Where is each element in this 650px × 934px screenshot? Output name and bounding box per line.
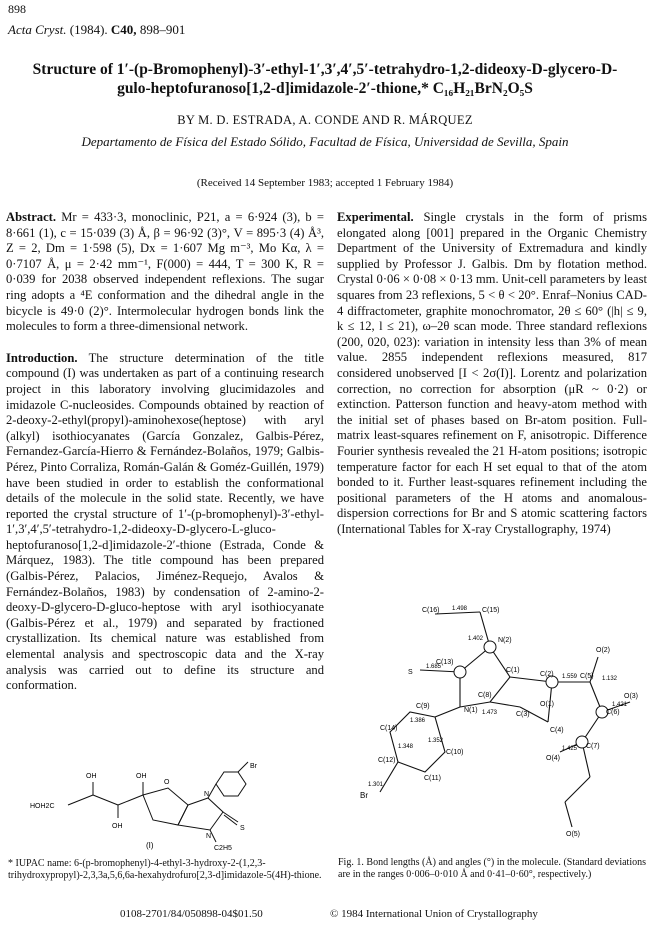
- atom-c3: C(3): [516, 711, 530, 718]
- experimental-text: Single crystals in the form of prisms elongated along [001] prepared in the Organic Chemistry Department of the University of Extremadura and kindly supplied by Professor J. Galbis. Dm by flotation method. Crystal 0·06 × 0·08 × 0·13 mm. Unit-cell parameters by least squares from 23 reflexions, 5 < θ < 20°. Enraf–Nonius CAD-4 diffractometer, graphite monochromator, 2θ ≤ 60° (|h| ≤ 9, k ≤ 12, l ≤ 21), ω–2θ scan mode. Three standard reflexions (200, 020, 023): variation in intensity less than 3% of mean value. 2855 independent reflexions measured, 817 considered unobserved [I < 2σ(I)]. Lorentz and polarization correction, no correction for absorption (μR ~ 0·2) or extinction. Patterson function and heavy-atom method with the initial set of phases based on Br-atom position. Full-matrix least-squares refinement on F, anisotropic. Difference Fourier synthesis revealed the 21 H-atom positions; isotropic temperature factor for each H set equal to that of the atom bonded to it. Further least-squares refinement including the positional parameters of the H atoms and anomalous-dispersion corrections for Br and S atomic scattering factors (International Tables for X-ray Crystallography, 1974): [337, 210, 647, 536]
- figure-caption: Fig. 1. Bond lengths (Å) and angles (°) in the molecule. (Standard deviations are in the ranges 0·006–0·010 Å and 0·41–0·60°, respectively.): [338, 857, 646, 880]
- atom-o5: O(5): [566, 831, 580, 838]
- atom-s: S: [408, 669, 413, 676]
- atom-c2: C(2): [540, 671, 554, 678]
- atom-c7: C(7): [586, 743, 600, 750]
- atom-c4: C(4): [550, 727, 564, 734]
- paper-title: [8, 60, 642, 98]
- introduction-text: The structure determination of the title compound (I) was undertaken as part of a continuing research project in this laboratory involving glucimidazoles and imidazole C-nucleosides. Compounds obtained by reaction of 2-deoxy-2-ethyl(propyl)-aminohexose(heptose) with aryl (alkyl) isothiocyanates (García Gonzalez, Galbis-Pérez, Fernandez-García-Hierro & Fernández-Bolaños, 1979; Galbis-Pérez, Pinto Corraliza, Román-Galán & Goméz-Guillén, 1979) have been studied in order to establish the conformational details of the molecule in the solid state. Recently, we have reported the crystal structure of 1′-(p-bromophenyl)-3′-ethyl-1′,3′,4′,5′-tetrahydro-1,2-dideoxy-D-glycero-L-gluco-heptofuranoso[1,2-d]imidazole-2′-thione (Estrada, Conde & Márquez, 1983). The title compound has been prepared (Galbis-Pérez, Palacios, Jiménez-Requejo, Avalos & Fernández-Bolaños, 1983) by condensation of 2-amino-2-deoxy-D-glycero-D-gluco-heptose with aryl isothiocyanate (Galbis-Pérez et al., 1979) and separated by fractioned crystallization. Its chemical nature was established from elemental analysis and spectroscopic data and the X-ray analysis was carried out to define its structure and conformation.: [6, 350, 324, 693]
- scheme-atom-oh-3: OH: [136, 773, 147, 780]
- copyright: © 1984 International Union of Crystallography: [330, 908, 538, 920]
- atom-n1: N(1): [464, 707, 478, 714]
- atom-c11: C(11): [424, 775, 441, 782]
- article-code: 0108-2701/84/050898-04$01.50: [120, 908, 263, 920]
- atom-c16: C(16): [422, 607, 440, 614]
- journal-volume: C40,: [110, 22, 137, 37]
- bond-label: 1.498: [452, 606, 468, 612]
- right-column: [337, 210, 647, 537]
- introduction-heading: Introduction.: [6, 350, 78, 365]
- atom-c8: C(8): [478, 692, 492, 699]
- abstract-text: Mr = 433·3, monoclinic, P21, a = 6·924 (3), b = 8·661 (1), c = 15·039 (3) Å, β = 96·92 (3)°, V = 895·3 (4) Å³, Z = 2, Dm = 1·598 (5), Dx = 1·607 Mg m⁻³, Mo Kα, λ = 0·7107 Å, μ = 2·42 mm⁻¹, F(000) = 444, T = 300 K, R = 0·039 for 2038 observed independent reflexions. The sugar ring adopts a ⁴E conformation and the dihedral angle in the bicycle is 49·0 (2)°. Intermolecular hydrogen bonds link the molecules to form a three-dimensional network.: [6, 210, 324, 334]
- bond-label: 1.352: [428, 738, 444, 744]
- bond-label: 1.425: [562, 746, 578, 752]
- journal-year: (1984).: [69, 22, 108, 37]
- scheme-atom-o: O: [164, 779, 170, 786]
- introduction: [6, 351, 324, 694]
- scheme-atom-br: Br: [250, 763, 257, 770]
- atom-c1: C(1): [506, 667, 520, 674]
- experimental: [337, 210, 647, 537]
- scheme-atom-n-1: N: [204, 791, 210, 798]
- atom-c6: C(6): [606, 709, 620, 716]
- atom-c10: C(10): [446, 749, 464, 756]
- molecular-diagram: [340, 602, 645, 842]
- journal-pages: 898–901: [139, 22, 186, 37]
- atom-c12: C(12): [378, 757, 396, 764]
- bond-label: 1.559: [562, 674, 578, 680]
- atom-c9: C(9): [416, 703, 430, 710]
- atom-c15: C(15): [482, 607, 500, 614]
- atom-c13: C(13): [436, 659, 454, 666]
- affiliation: Departamento de Física del Estado Sólido, Facultad de Física, Universidad de Sevilla, Spain: [81, 134, 569, 149]
- title-line-1: Structure of 1′-(p-Bromophenyl)-3′-ethyl-1′,3′,4′,5′-tetrahydro-1,2-dideoxy-D-glycero-D-: [32, 61, 618, 78]
- scheme-atom-c2h5: C2H5: [214, 845, 232, 852]
- title-line-2: gulo-heptofuranoso[1,2-d]imidazole-2′-thione,* C₁₆H₂₁BrN₂O₅S: [117, 80, 533, 97]
- atom-c14: C(14): [380, 725, 398, 732]
- atom-c5: C(5): [580, 673, 594, 680]
- chemical-scheme: [28, 760, 278, 852]
- scheme-atom-oh-1: OH: [86, 773, 97, 780]
- received-dates: (Received 14 September 1983; accepted 1 February 1984): [196, 177, 454, 189]
- left-column: [6, 210, 324, 694]
- scheme-atom-s: S: [240, 825, 245, 832]
- bond-label: 1.685: [426, 664, 442, 670]
- abstract-heading: Abstract.: [6, 210, 57, 224]
- bond-label: 1.301: [368, 782, 384, 788]
- experimental-heading: Experimental.: [337, 210, 414, 224]
- bond-label: 1.402: [468, 636, 484, 642]
- atom-o2: O(2): [596, 647, 610, 654]
- atom-o3: O(3): [624, 693, 638, 700]
- journal-citation: [8, 22, 185, 38]
- bond-label: 1.386: [410, 718, 426, 724]
- bond-label: 1.473: [482, 710, 498, 716]
- page-number: 898: [8, 2, 26, 16]
- atom-n2: N(2): [498, 637, 512, 644]
- scheme-atom-n-2: N: [206, 833, 212, 840]
- scheme-atom-hoh2c: HOH2C: [30, 803, 55, 810]
- footnote: * IUPAC name: 6-(p-bromophenyl)-4-ethyl-3-hydroxy-2-(1,2,3-trihydroxypropyl)-2,3,3a,5,6,6a-hexahydrofuro[2,3-d]imidazole-5(4H)-thione.: [8, 858, 322, 881]
- scheme-atom-oh-2: OH: [112, 823, 123, 830]
- atom-o4: O(4): [546, 755, 560, 762]
- authors: BY M. D. ESTRADA, A. CONDE AND R. MÁRQUEZ: [177, 113, 473, 127]
- bond-label: 1.421: [612, 702, 628, 708]
- bond-label: 1.132: [602, 676, 618, 682]
- journal-name: Acta Cryst.: [8, 22, 67, 37]
- scheme-label: (I): [146, 841, 154, 850]
- abstract: [6, 210, 324, 335]
- bond-label: 1.348: [398, 744, 414, 750]
- atom-br: Br: [360, 791, 368, 800]
- atom-o1: O(1): [540, 701, 554, 708]
